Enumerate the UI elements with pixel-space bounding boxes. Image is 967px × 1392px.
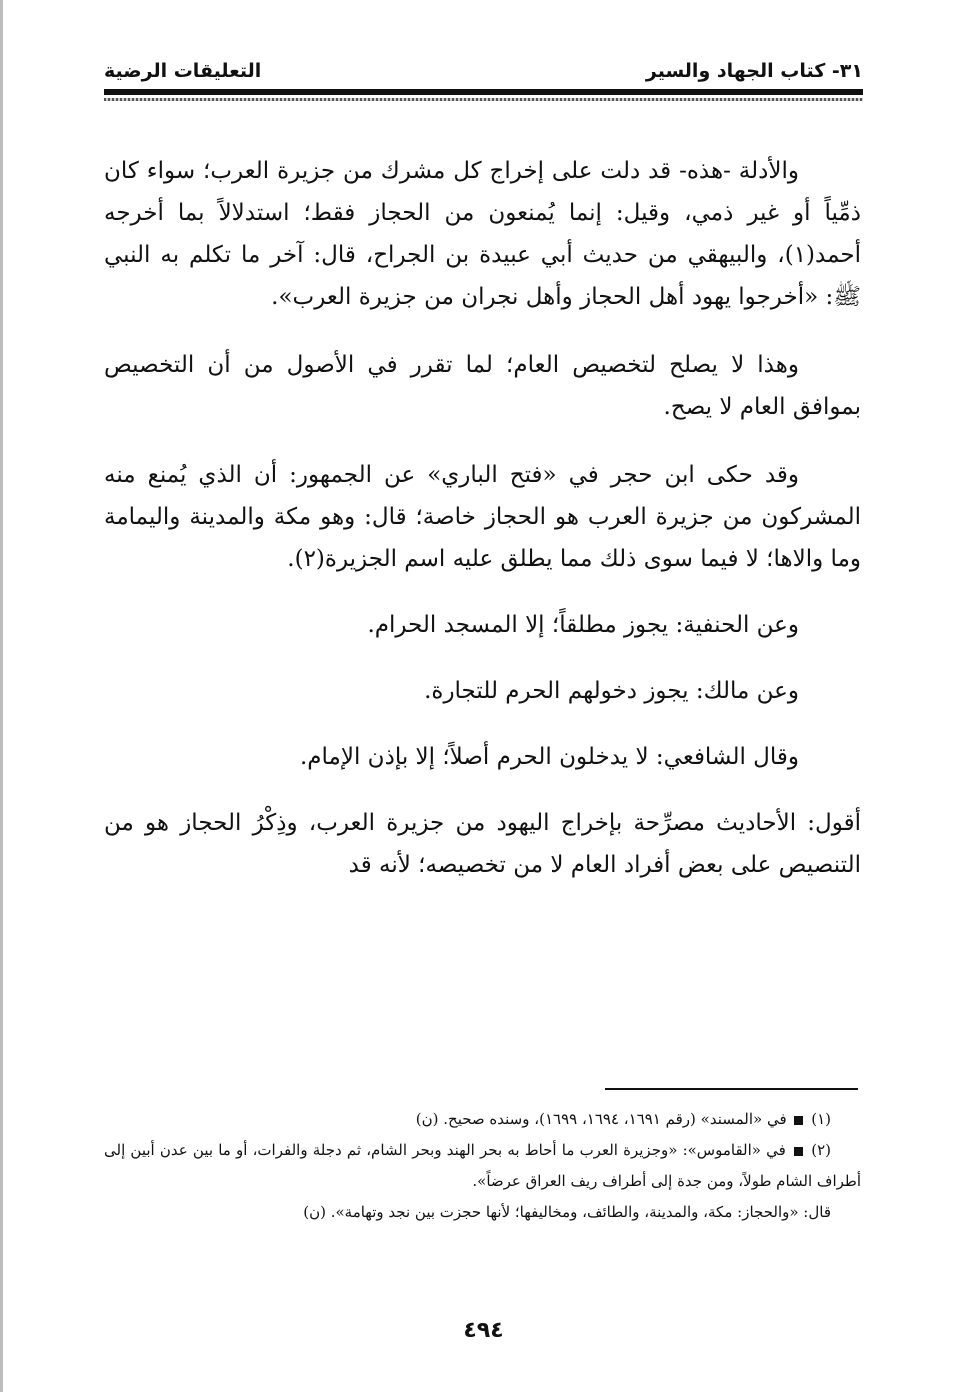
footnote-2-continuation: قال: «والحجاز: مكة، والمدينة، والطائف، ومخاليفها؛ لأنها حجزت بين نجد وتهامة». (ن) [303, 1203, 831, 1221]
header-rule-thick [104, 89, 863, 95]
footnote-2 [104, 1135, 861, 1197]
footnote-2-text: في «القاموس»: «وجزيرة العرب ما أحاط به بحر الهند وبحر الشام، ثم دجلة والفرات، أو ما بين عدن أبين إلى أطراف الشام طولاً، ومن جدة إلى أطراف ريف العراق عرضاً». [104, 1141, 861, 1190]
paragraph-7: أقول: الأحاديث مصرِّحة بإخراج اليهود من جزيرة العرب، وذِكْرُ الحجاز هو من التنصيص على بعض أفراد العام لا من تخصيصه؛ لأنه قد [104, 810, 861, 878]
square-bullet-icon [794, 1116, 803, 1125]
paragraph-6: وقال الشافعي: لا يدخلون الحرم أصلاً؛ إلا بإذن الإمام. [299, 744, 799, 770]
paragraph-1: والأدلة -هذه- قد دلت على إخراج كل مشرك من جزيرة العرب؛ سواء كان ذمِّياً أو غير ذمي، وقيل: إنما يُمنعون من الحجاز فقط؛ استدلالاً بما أخرجه أحمد(١)، والبيهقي من حديث أبي عبيدة بن الجراح، قال: آخر ما تكلم به النبي ﷺ: «أخرجوا يهود أهل الحجاز وأهل نجران من جزيرة العرب». [104, 158, 861, 310]
footnotes [104, 1104, 861, 1228]
paragraph-5: وعن مالك: يجوز دخولهم الحرم للتجارة. [424, 678, 799, 704]
footnote-1 [104, 1104, 861, 1135]
square-bullet-icon [794, 1147, 803, 1156]
paragraph-2: وهذا لا يصلح لتخصيص العام؛ لما تقرر في الأصول من أن التخصيص بموافق العام لا يصح. [104, 352, 861, 420]
page-number: ٤٩٤ [463, 1318, 504, 1343]
paragraph-4: وعن الحنفية: يجوز مطلقاً؛ إلا المسجد الحرام. [367, 612, 799, 638]
footnote-2-number: (٢) [811, 1141, 831, 1159]
footnote-1-number: (١) [811, 1110, 831, 1128]
chapter-title: ٣١- كتاب الجهاد والسير [645, 60, 863, 82]
main-text [104, 150, 861, 886]
paragraph-3: وقد حكى ابن حجر في «فتح الباري» عن الجمهور: أن الذي يُمنع منه المشركون من جزيرة العرب هو الحجاز خاصة؛ قال: وهو مكة والمدينة واليمامة وما والاها؛ لا فيما سوى ذلك مما يطلق عليه اسم الجزيرة(٢). [104, 462, 861, 572]
page-edge [0, 0, 3, 1392]
header-rule-thin [104, 98, 863, 101]
footnote-separator [605, 1088, 858, 1090]
footnote-1-text: في «المسند» (رقم ١٦٩١، ١٦٩٤، ١٦٩٩)، وسنده صحيح. (ن) [415, 1110, 787, 1128]
book-title: التعليقات الرضية [104, 60, 262, 82]
